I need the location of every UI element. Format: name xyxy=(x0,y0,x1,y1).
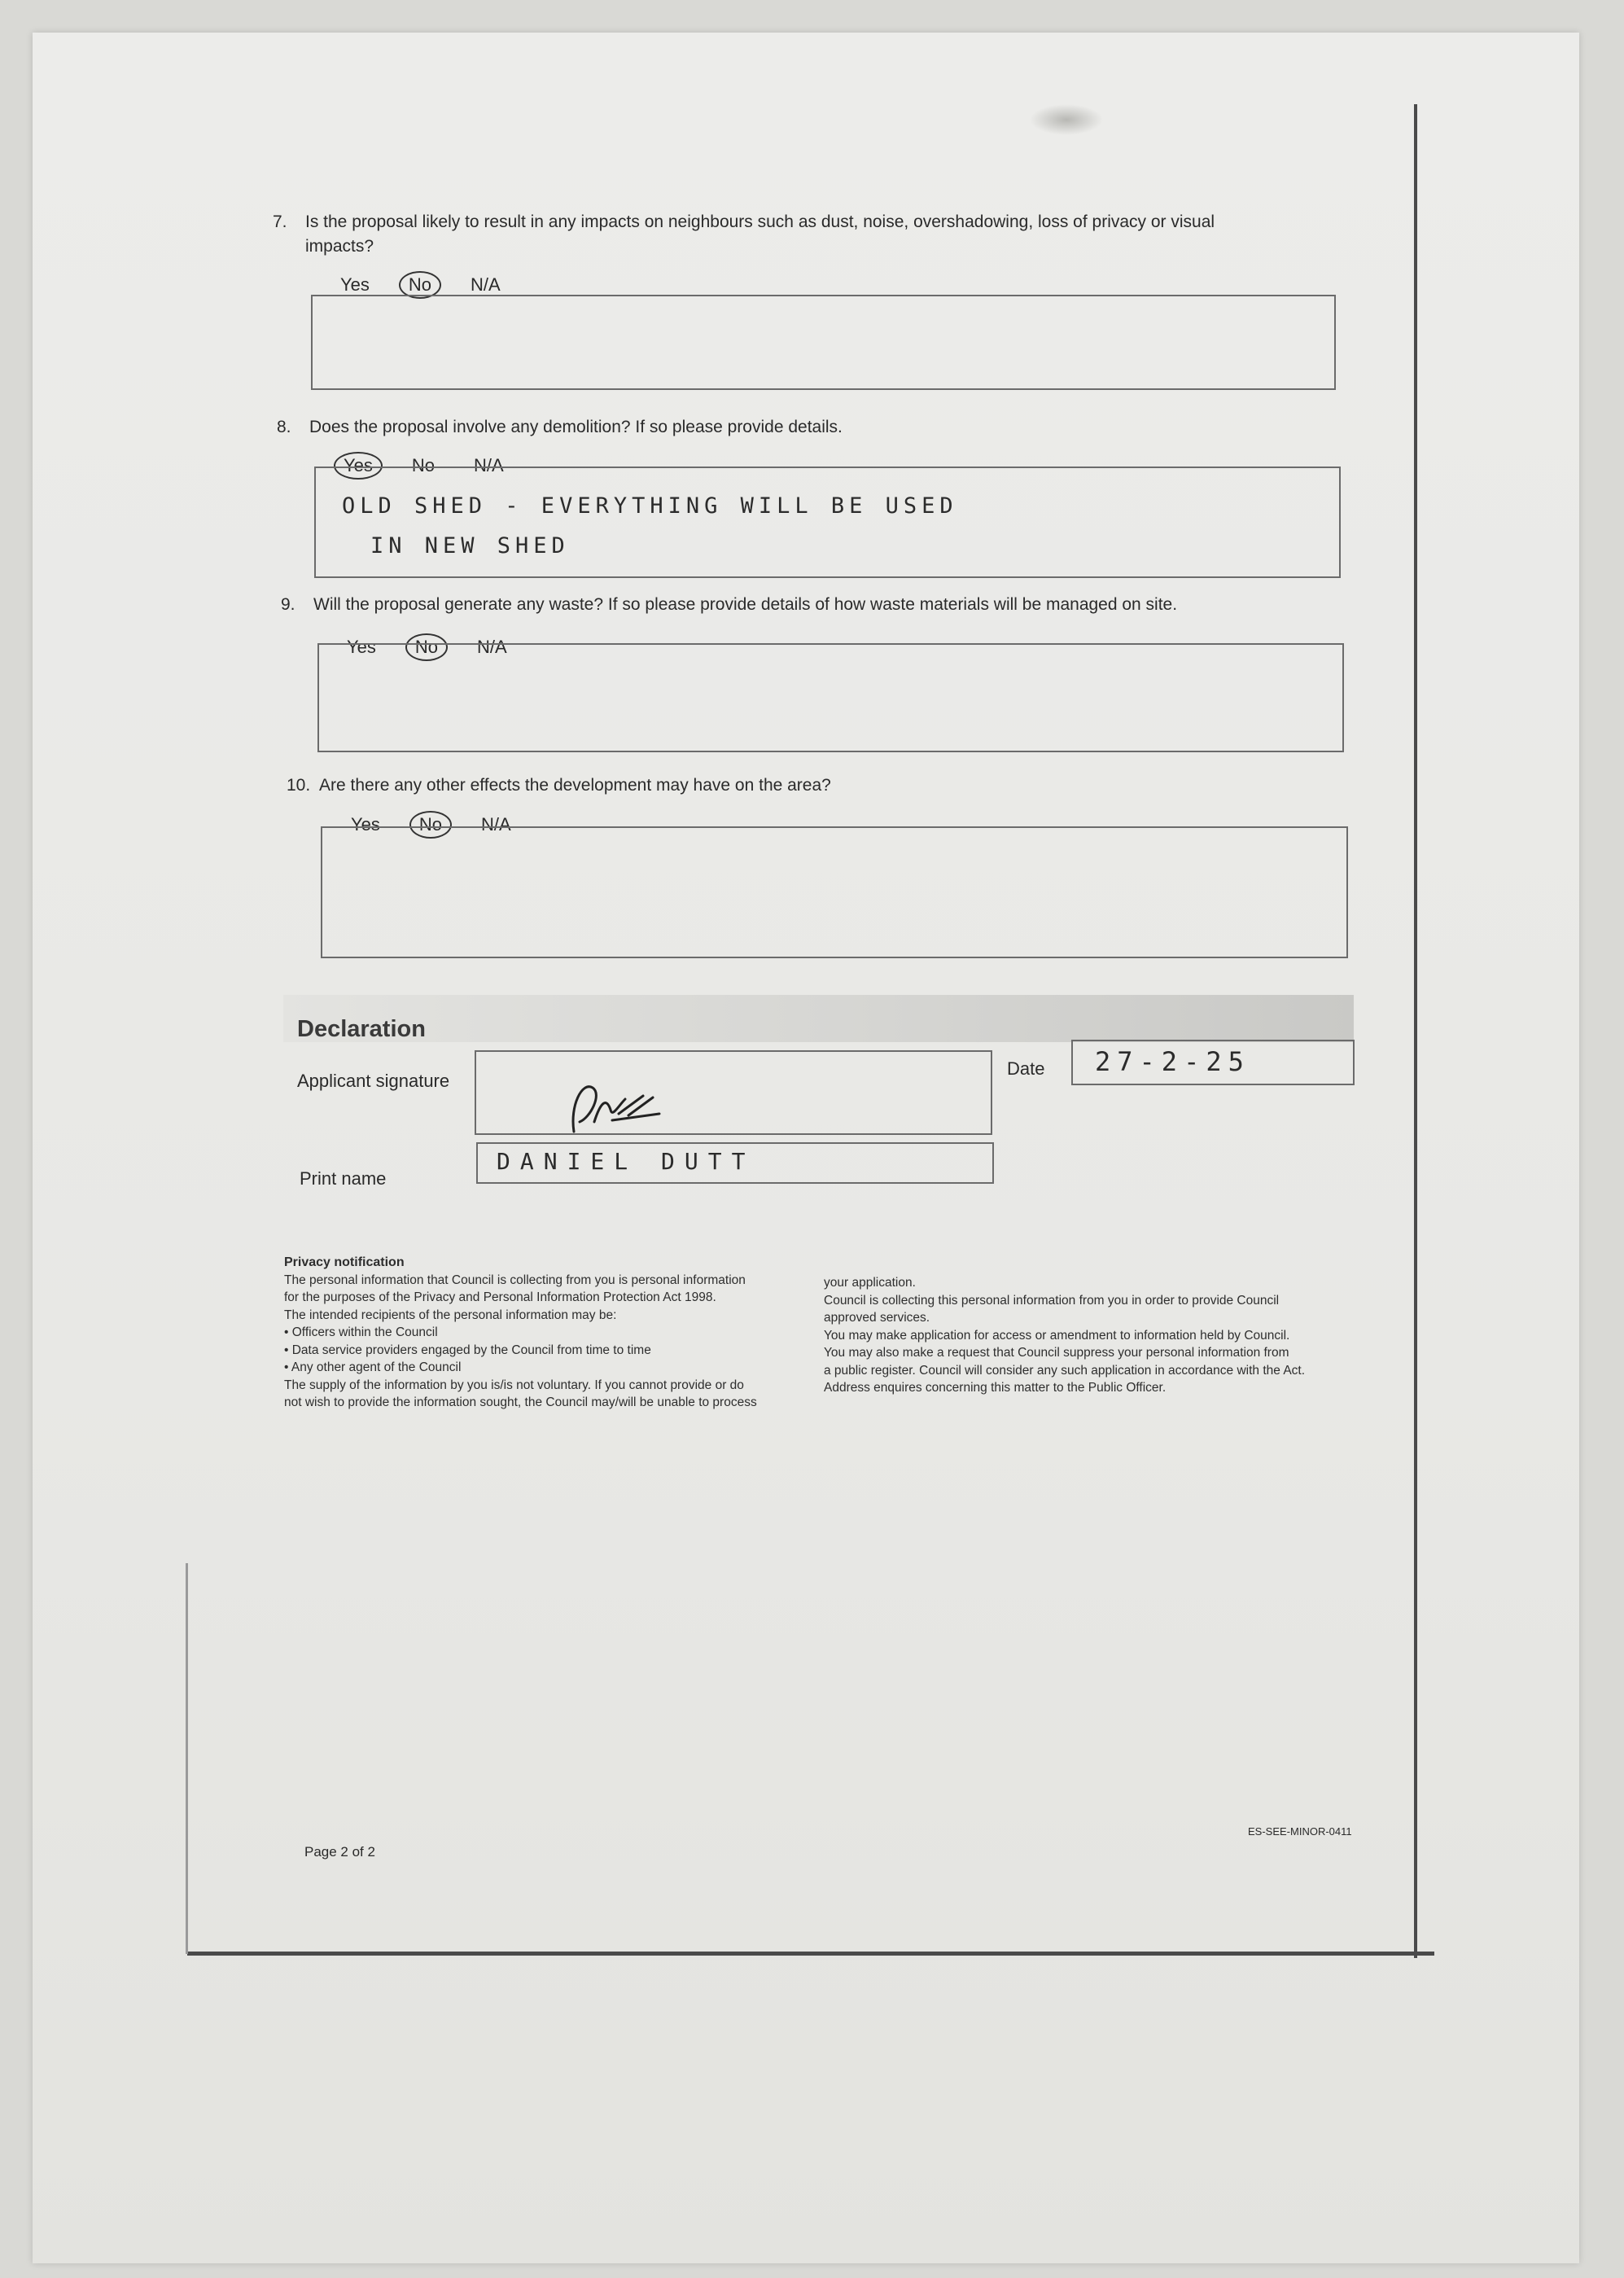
privacy-line: • Any other agent of the Council xyxy=(284,1360,462,1374)
privacy-line: • Data service providers engaged by the Council from time to time xyxy=(284,1343,651,1357)
privacy-title: Privacy notification xyxy=(284,1255,405,1269)
privacy-right-column xyxy=(824,1274,1305,1397)
privacy-line: for the purposes of the Privacy and Personal Information Protection Act 1998. xyxy=(284,1290,716,1304)
question-8 xyxy=(277,415,843,440)
question-10 xyxy=(287,773,831,798)
option-no-selected[interactable]: No xyxy=(410,637,443,658)
question-9 xyxy=(281,593,1177,617)
option-na[interactable]: N/A xyxy=(474,455,504,475)
privacy-line: Council is collecting this personal information from you in order to provide Council xyxy=(824,1293,1280,1308)
option-na[interactable]: N/A xyxy=(477,637,507,657)
question-number: 7. xyxy=(273,212,287,231)
privacy-line: The personal information that Council is collecting from you is personal information xyxy=(284,1273,746,1287)
declaration-title: Declaration xyxy=(297,1016,426,1042)
privacy-line: approved services. xyxy=(824,1311,930,1325)
privacy-line: your application. xyxy=(824,1276,916,1290)
privacy-line: • Officers within the Council xyxy=(284,1325,438,1339)
print-name-label: Print name xyxy=(300,1168,387,1189)
question-number: 9. xyxy=(281,595,295,614)
declaration-header-band xyxy=(283,995,1354,1042)
privacy-line: You may make application for access or amendment to information held by Council. xyxy=(824,1328,1290,1343)
q8-answer-line-1: OLD SHED - EVERYTHING WILL BE USED xyxy=(342,493,958,519)
option-yes[interactable]: Yes xyxy=(351,814,380,835)
option-no-selected[interactable]: No xyxy=(414,814,447,835)
privacy-line: The supply of the information by you is/is not voluntary. If you cannot provide or do xyxy=(284,1378,744,1392)
question-number: 8. xyxy=(277,418,291,436)
date-value: 27-2-25 xyxy=(1095,1046,1250,1077)
question-text: Is the proposal likely to result in any impacts on neighbours such as dust, noise, overshadowing, loss of privacy or visual xyxy=(305,212,1215,231)
privacy-line: a public register. Council will consider any such application in accordance with the Act. xyxy=(824,1363,1306,1378)
page-border-left xyxy=(186,1563,188,1954)
question-text-cont: impacts? xyxy=(305,237,374,256)
q10-answer-box[interactable] xyxy=(321,826,1348,958)
q8-answer-line-2: IN NEW SHED xyxy=(370,533,570,559)
question-number: 10. xyxy=(287,776,311,795)
question-text: Will the proposal generate any waste? If so please provide details of how waste materials will be managed on site. xyxy=(313,595,1178,614)
option-na[interactable]: N/A xyxy=(481,814,511,835)
option-yes[interactable]: Yes xyxy=(347,637,376,657)
privacy-line: not wish to provide the information sought, the Council may/will be unable to process xyxy=(284,1395,757,1409)
q7-options xyxy=(335,274,506,296)
privacy-line: You may also make a request that Council suppress your personal information from xyxy=(824,1346,1289,1360)
signature-image xyxy=(562,1073,668,1138)
page-border-right xyxy=(1414,104,1417,1958)
signature-label: Applicant signature xyxy=(297,1071,450,1091)
q8-answer-box[interactable] xyxy=(314,467,1341,578)
page-number: Page 2 of 2 xyxy=(304,1844,375,1860)
option-yes[interactable]: Yes xyxy=(340,274,370,295)
question-text: Are there any other effects the development may have on the area? xyxy=(319,776,831,795)
option-no-selected[interactable]: No xyxy=(404,274,436,296)
option-yes-selected[interactable]: Yes xyxy=(339,455,378,476)
option-no[interactable]: No xyxy=(411,455,436,475)
q9-answer-box[interactable] xyxy=(317,643,1344,752)
smudge-mark xyxy=(1030,104,1103,135)
page-border-bottom xyxy=(187,1952,1434,1956)
privacy-line: The intended recipients of the personal information may be: xyxy=(284,1308,617,1322)
option-na[interactable]: N/A xyxy=(471,274,501,295)
question-text: Does the proposal involve any demolition? If so please provide details. xyxy=(309,418,843,436)
question-7 xyxy=(273,210,1215,259)
date-label: Date xyxy=(1007,1058,1045,1079)
privacy-left-column xyxy=(284,1254,757,1412)
signature-field[interactable] xyxy=(475,1050,992,1135)
form-code: ES-SEE-MINOR-0411 xyxy=(1248,1825,1352,1838)
privacy-line: Address enquires concerning this matter to the Public Officer. xyxy=(824,1381,1167,1395)
q7-answer-box[interactable] xyxy=(311,295,1336,390)
print-name-value: DANIEL DUTT xyxy=(497,1148,755,1175)
